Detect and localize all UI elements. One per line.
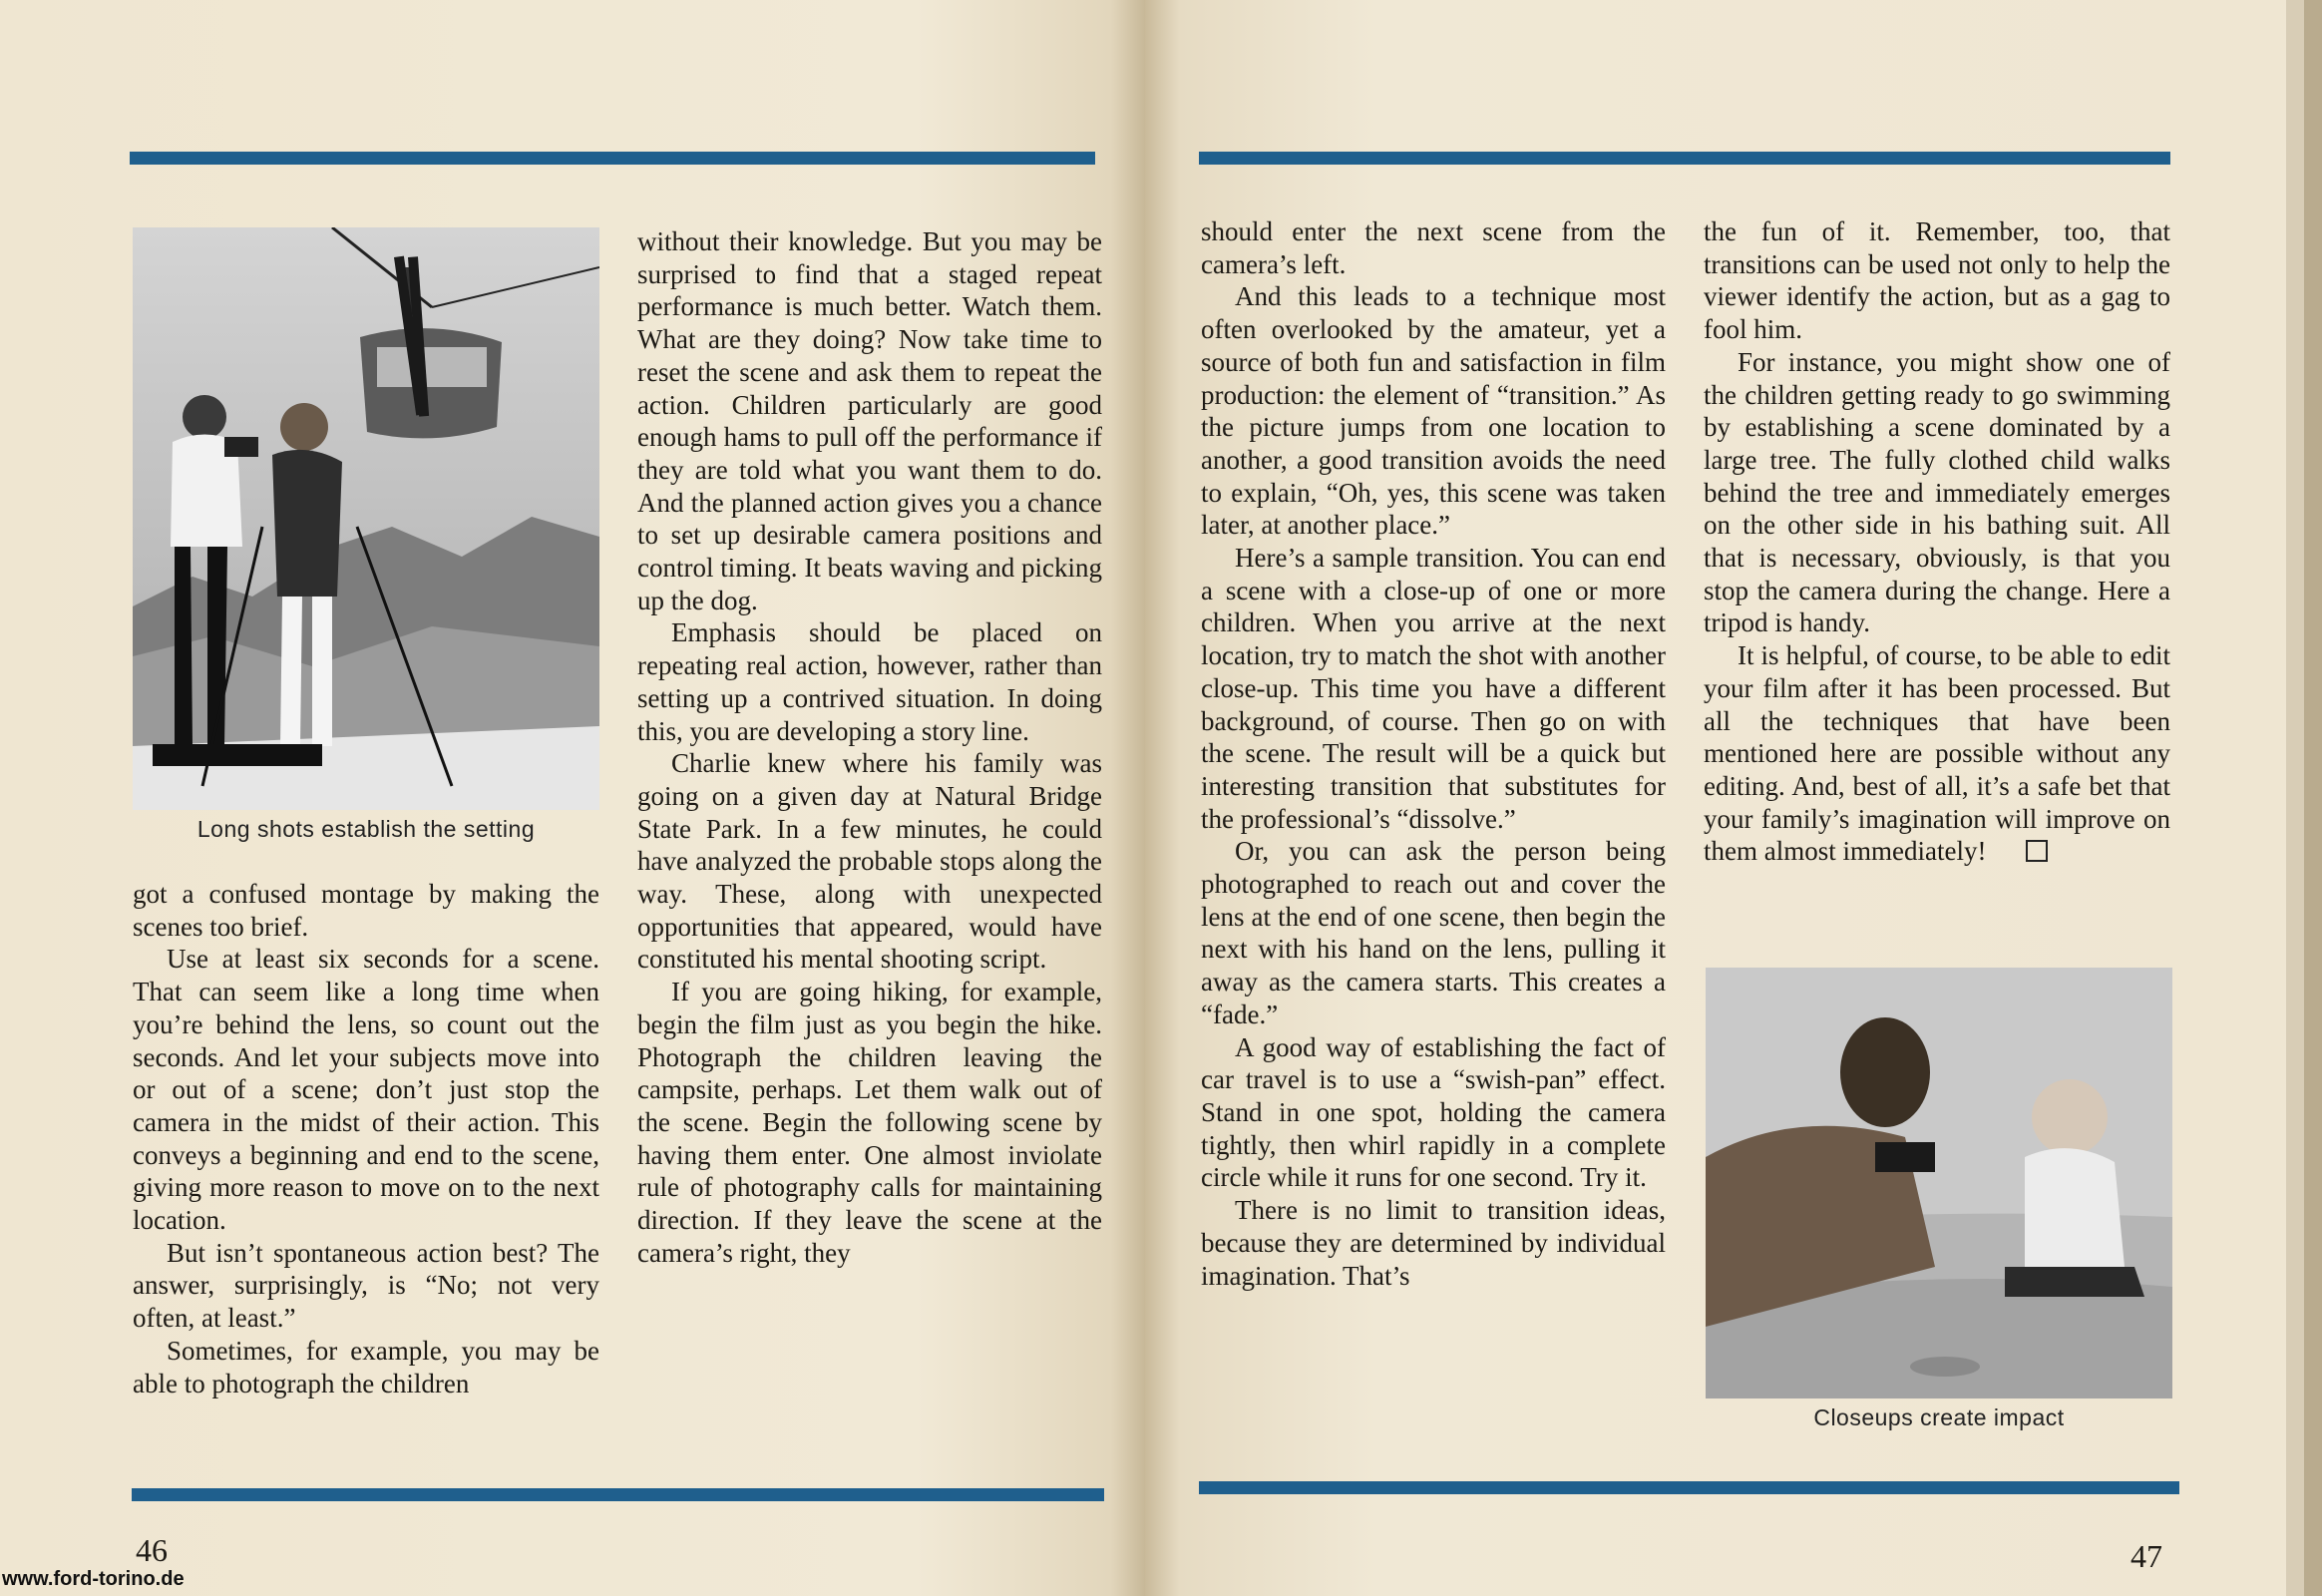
photo-caption: Closeups create impact: [1813, 1404, 2065, 1430]
paragraph: Or, you can ask the person being photographed to reach out and cover the lens at the end of one scene, then begin the next with his hand on the lens, pulling it away as the camera starts. This creates a “fade.”: [1201, 836, 1666, 1029]
beach-illustration: [1706, 968, 2172, 1398]
text-column-4: [1704, 215, 2170, 868]
watermark-url: www.ford-torino.de: [2, 1568, 185, 1590]
paragraph: got a confused montage by making the scenes too brief.: [133, 879, 599, 942]
paragraph: If you are going hiking, for example, begin the film just as you begin the hike. Photograph the children leaving the campsite, perhaps. Let them walk out of the scene. Begin the following scene by having them enter. One almost inviolate rule of photography calls for maintaining direction. If they leave the scene at the camera’s right, they: [637, 977, 1102, 1268]
paragraph: And this leads to a technique most often overlooked by the amateur, yet a source of both fun and satisfaction in film production: the element of “transition.” As the picture jumps from one location to another, a good transition avoids the need to explain, “Oh, yes, this scene was taken later, at another place.”: [1201, 281, 1666, 541]
paragraph: For instance, you might show one of the children getting ready to go swimming by establishing a scene dominated by a large tree. The fully clothed child walks behind the tree and immediately emerges on the other side in his bathing suit. All that is necessary, obviously, is that you stop the camera during the change. Here a tripod is handy.: [1704, 346, 2170, 638]
page-edge: [2286, 0, 2304, 1596]
paragraph: Use at least six seconds for a scene. That can seem like a long time when you’re behind the lens, so count out the seconds. And let your subjects move into or out of a scene; don’t just stop the camera in the midst of their action. This conveys a beginning and end to the scene, giving more reason to move on to the next location.: [133, 944, 599, 1236]
paragraph: There is no limit to transition ideas, because they are determined by individual imagination. That’s: [1201, 1195, 1666, 1291]
paragraph: should enter the next scene from the camera’s left.: [1201, 216, 1666, 279]
text-column-1: [133, 878, 599, 1399]
page-number: 47: [2130, 1538, 2162, 1574]
bottom-rule: [132, 1488, 1104, 1501]
right-page: [1145, 0, 2304, 1596]
paragraph: Here’s a sample transition. You can end a scene with a close-up of one or more children. When you arrive at the next location, try to match the shot with another close-up. This time you have a different background, of course. Then go on with the scene. The result will be a quick but interesting transition that substitutes for the professional’s “dissolve.”: [1201, 543, 1666, 834]
left-page: [0, 0, 1145, 1596]
paragraph: A good way of establishing the fact of car travel is to use a “swish-pan” effect. Stand in one spot, holding the camera tightly, then whirl rapidly in a complete circle while it runs for one second. Try it.: [1201, 1031, 1666, 1193]
paragraph: Emphasis should be placed on repeating real action, however, rather than setting up a contrived situation. In doing this, you are developing a story line.: [637, 617, 1102, 746]
text-column-3: [1201, 215, 1666, 1292]
bottom-rule: [1199, 1481, 2179, 1494]
top-rule: [1199, 152, 2170, 165]
photo-caption: Long shots establish the setting: [196, 816, 536, 842]
ski-lift-illustration: [133, 227, 599, 810]
text-column-2: [637, 225, 1102, 1270]
paragraph-text: It is helpful, of course, to be able to edit your film after it has been processed. But all the techniques that have been mentioned here are possible without any editing. And, best of all, it’s a safe bet that your family’s imagination will improve on them almost immediately!: [1704, 640, 2170, 867]
page-number: 46: [136, 1532, 168, 1568]
end-of-article-icon: [2026, 840, 2048, 862]
paragraph: Charlie knew where his family was going on a given day at Natural Bridge State Park. In a few minutes, he could have analyzed the probable stops along the way. These, along with unexpected opportunities that appeared, would have constituted his mental shooting script.: [637, 748, 1102, 975]
paragraph: [1704, 639, 2170, 868]
top-rule: [130, 152, 1095, 165]
paragraph: without their knowledge. But you may be surprised to find that a staged repeat performance is much better. Watch them. What are they doing? Now take time to reset the scene and ask them to repeat the action. Children particularly are good enough hams to pull off the performance if they are told what you want them to do. And the planned action gives you a chance to set up desirable camera positions and control timing. It beats waving and picking up the dog.: [637, 226, 1102, 615]
paragraph: Sometimes, for example, you may be able to photograph the children: [133, 1335, 599, 1398]
paragraph: the fun of it. Remember, too, that transitions can be used not only to help the viewer identify the action, but as a gag to fool him.: [1704, 216, 2170, 345]
paragraph: But isn’t spontaneous action best? The answer, surprisingly, is “No; not very often, at least.”: [133, 1237, 599, 1334]
ski-lift-photo: [133, 227, 599, 810]
beach-photo: [1706, 968, 2172, 1398]
